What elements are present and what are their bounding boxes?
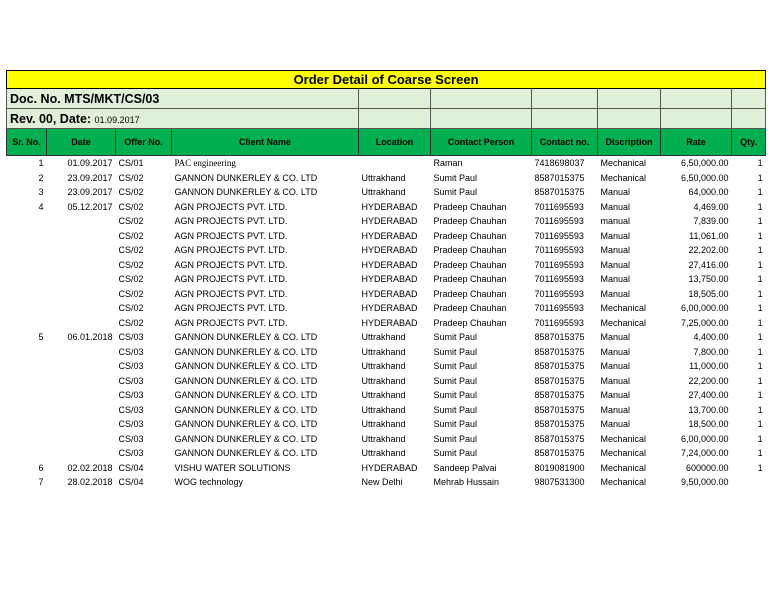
cell-qty: 1 (757, 404, 763, 415)
cell-location: HYDERABAD (361, 317, 418, 328)
cell-rate: 22,202.00 (688, 245, 729, 256)
cell-qty: 1 (757, 303, 763, 314)
cell-contact-no: 7011695593 (534, 201, 584, 212)
cell-offer-no: CS/03 (118, 419, 144, 430)
cell-contact-no: 7011695593 (534, 288, 584, 299)
cell-rate: 11,000.00 (689, 361, 729, 372)
rev-label: Rev. 00, Date: (10, 111, 92, 126)
table-row (7, 330, 766, 345)
cell-contact-no: 7011695593 (534, 245, 584, 256)
cell-rate: 4,400.00 (693, 332, 729, 343)
cell-location: Uttrakhand (361, 332, 406, 343)
cell-qty: 1 (757, 201, 763, 212)
rev-date: 01.09.2017 (94, 114, 140, 125)
cell-discription: Manual (600, 332, 631, 343)
cell-rate: 7,800.00 (693, 346, 729, 357)
cell-contact-no: 8587015375 (534, 346, 585, 357)
cell-discription: Manual (600, 187, 631, 198)
cell-client-name: PAC engineering (174, 158, 236, 169)
header-location: Location (359, 129, 431, 156)
cell-location: Uttrakhand (361, 390, 406, 401)
cell-contact-person: Mehrab Hussain (433, 477, 500, 488)
cell-offer-no: CS/02 (118, 288, 144, 299)
header-rate: Rate (661, 129, 732, 156)
cell-contact-person: Pradeep Chauhan (433, 274, 507, 285)
cell-rate: 7,25,000.00 (680, 317, 729, 328)
header-sr-no: Sr. No. (7, 129, 47, 156)
cell-client-name: AGN PROJECTS PVT. LTD. (174, 230, 288, 241)
cell-date (47, 446, 116, 461)
cell-discription: Mechanical (600, 462, 647, 473)
cell-contact-no: 8587015375 (534, 375, 585, 386)
cell-qty: 1 (757, 216, 763, 227)
cell-contact-person: Sumit Paul (433, 332, 478, 343)
cell-qty: 1 (757, 317, 763, 328)
cell-client-name: GANNON DUNKERLEY & CO. LTD (174, 390, 318, 401)
cell-offer-no: CS/02 (118, 172, 144, 183)
cell-offer-no: CS/02 (118, 259, 144, 270)
header-qty: Qty. (732, 129, 766, 156)
cell-location: Uttrakhand (361, 419, 406, 430)
cell-qty (732, 475, 766, 490)
cell-qty: 1 (757, 419, 763, 430)
cell-offer-no: CS/02 (118, 303, 144, 314)
cell-rate: 64,000.00 (688, 187, 729, 198)
cell-sr-no (7, 316, 47, 331)
cell-offer-no: CS/03 (118, 332, 144, 343)
cell-qty: 1 (757, 375, 763, 386)
cell-offer-no: CS/02 (118, 187, 144, 198)
cell-location: Uttrakhand (361, 433, 406, 444)
cell-client-name: GANNON DUNKERLEY & CO. LTD (174, 433, 318, 444)
cell-client-name: GANNON DUNKERLEY & CO. LTD (174, 332, 318, 343)
cell-contact-person: Sandeep Palvai (433, 462, 497, 473)
cell-qty: 1 (757, 433, 763, 444)
cell-location: HYDERABAD (361, 216, 418, 227)
cell-sr-no: 2 (38, 172, 44, 183)
table-row (7, 374, 766, 389)
cell-rate: 7,839.00 (693, 216, 729, 227)
table-row (7, 185, 766, 200)
cell-contact-person: Sumit Paul (433, 419, 478, 430)
title-row (7, 71, 766, 89)
cell-date (47, 243, 116, 258)
cell-client-name: AGN PROJECTS PVT. LTD. (174, 259, 288, 270)
cell-date (47, 345, 116, 360)
cell-qty: 1 (757, 346, 763, 357)
cell-date (47, 287, 116, 302)
cell-client-name: GANNON DUNKERLEY & CO. LTD (174, 448, 318, 459)
cell-offer-no: CS/02 (118, 317, 144, 328)
cell-rate: 6,50,000.00 (680, 172, 729, 183)
cell-date (47, 258, 116, 273)
table-row (7, 200, 766, 215)
cell-offer-no: CS/02 (118, 216, 144, 227)
table-row (7, 156, 766, 171)
cell-date (47, 403, 116, 418)
cell-date (47, 417, 116, 432)
table-row (7, 388, 766, 403)
doc-number: Doc. No. MTS/MKT/CS/03 (7, 89, 359, 109)
cell-date: 05.12.2017 (67, 201, 113, 212)
cell-offer-no: CS/03 (118, 346, 144, 357)
cell-location: Uttrakhand (361, 346, 406, 357)
cell-offer-no: CS/02 (118, 230, 144, 241)
cell-contact-person: Sumit Paul (433, 172, 478, 183)
header-contact-no: Contact no. (532, 129, 598, 156)
order-sheet (6, 70, 766, 490)
cell-sr-no: 3 (38, 187, 44, 198)
cell-location (359, 156, 431, 171)
cell-discription: Mechanical (600, 448, 647, 459)
cell-qty: 1 (757, 230, 763, 241)
cell-rate: 22,200.00 (688, 375, 729, 386)
table-row (7, 316, 766, 331)
cell-contact-no: 7011695593 (534, 274, 584, 285)
cell-contact-person: Sumit Paul (433, 187, 478, 198)
cell-discription: Manual (600, 259, 631, 270)
cell-contact-no: 8587015375 (534, 361, 585, 372)
cell-contact-person: Sumit Paul (433, 346, 478, 357)
cell-sr-no: 6 (38, 462, 44, 473)
cell-contact-person: Pradeep Chauhan (433, 317, 507, 328)
cell-qty: 1 (757, 332, 763, 343)
cell-sr-no (7, 345, 47, 360)
table-body (7, 156, 766, 490)
cell-sr-no (7, 272, 47, 287)
cell-date (47, 229, 116, 244)
cell-rate: 600000.00 (685, 462, 729, 473)
cell-discription: Manual (600, 346, 631, 357)
cell-discription: Mechanical (600, 433, 647, 444)
table-row (7, 475, 766, 490)
cell-offer-no: CS/03 (118, 448, 144, 459)
cell-qty: 1 (757, 361, 763, 372)
cell-sr-no (7, 258, 47, 273)
table-row (7, 243, 766, 258)
cell-rate: 13,700.00 (688, 404, 729, 415)
cell-contact-no: 7011695593 (534, 230, 584, 241)
cell-location: HYDERABAD (361, 288, 418, 299)
cell-client-name: GANNON DUNKERLEY & CO. LTD (174, 346, 318, 357)
table-row (7, 417, 766, 432)
cell-contact-person: Sumit Paul (433, 361, 478, 372)
table-row (7, 359, 766, 374)
cell-sr-no (7, 432, 47, 447)
cell-qty: 1 (757, 390, 763, 401)
table-row (7, 287, 766, 302)
cell-rate: 18,505.00 (688, 288, 729, 299)
cell-rate: 4,469.00 (693, 201, 729, 212)
cell-discription: Manual (600, 390, 631, 401)
cell-contact-no: 8587015375 (534, 404, 585, 415)
cell-client-name: AGN PROJECTS PVT. LTD. (174, 303, 288, 314)
cell-qty: 1 (757, 158, 763, 169)
cell-location: Uttrakhand (361, 172, 406, 183)
cell-location: Uttrakhand (361, 448, 406, 459)
cell-qty: 1 (757, 259, 763, 270)
cell-contact-no: 8587015375 (534, 390, 585, 401)
cell-sr-no (7, 374, 47, 389)
cell-rate: 9,50,000.00 (680, 477, 729, 488)
cell-date: 23.09.2017 (67, 172, 113, 183)
cell-sr-no (7, 359, 47, 374)
cell-sr-no (7, 388, 47, 403)
cell-contact-no: 7011695593 (534, 216, 584, 227)
cell-client-name: AGN PROJECTS PVT. LTD. (174, 245, 288, 256)
cell-contact-person: Pradeep Chauhan (433, 201, 507, 212)
cell-offer-no: CS/02 (118, 201, 144, 212)
cell-client-name: GANNON DUNKERLEY & CO. LTD (174, 172, 318, 183)
table-row (7, 171, 766, 186)
cell-discription: Mechanical (600, 317, 647, 328)
header-row (7, 129, 766, 156)
cell-location: HYDERABAD (361, 201, 418, 212)
cell-date: 06.01.2018 (67, 332, 113, 343)
cell-rate: 11,061.00 (689, 230, 729, 241)
cell-discription: Manual (600, 201, 631, 212)
cell-rate: 13,750.00 (688, 274, 729, 285)
cell-date (47, 374, 116, 389)
header-offer-no: Offer No. (116, 129, 172, 156)
cell-offer-no: CS/04 (118, 462, 144, 473)
cell-offer-no: CS/04 (118, 477, 144, 488)
cell-contact-no: 8587015375 (534, 448, 585, 459)
cell-date (47, 316, 116, 331)
cell-offer-no: CS/03 (118, 375, 144, 386)
cell-contact-person: Pradeep Chauhan (433, 216, 507, 227)
cell-sr-no (7, 214, 47, 229)
cell-discription: Mechanical (600, 477, 647, 488)
cell-client-name: GANNON DUNKERLEY & CO. LTD (174, 419, 318, 430)
cell-contact-no: 8019081900 (534, 462, 585, 473)
cell-qty: 1 (757, 245, 763, 256)
cell-client-name: AGN PROJECTS PVT. LTD. (174, 216, 288, 227)
cell-contact-person: Pradeep Chauhan (433, 303, 507, 314)
table-row (7, 403, 766, 418)
cell-location: Uttrakhand (361, 187, 406, 198)
cell-sr-no (7, 417, 47, 432)
cell-contact-person: Sumit Paul (433, 390, 478, 401)
cell-location: Uttrakhand (361, 375, 406, 386)
cell-sr-no (7, 243, 47, 258)
cell-date: 01.09.2017 (67, 158, 113, 169)
cell-client-name: GANNON DUNKERLEY & CO. LTD (174, 187, 318, 198)
rev-row (7, 109, 766, 129)
cell-contact-no: 7011695593 (534, 317, 584, 328)
cell-rate: 27,400.00 (688, 390, 729, 401)
cell-location: HYDERABAD (361, 230, 418, 241)
cell-offer-no: CS/02 (118, 274, 144, 285)
cell-sr-no: 1 (38, 158, 44, 169)
cell-location: HYDERABAD (361, 259, 418, 270)
cell-qty: 1 (757, 274, 763, 285)
cell-client-name: GANNON DUNKERLEY & CO. LTD (174, 404, 318, 415)
table-row (7, 461, 766, 476)
cell-location: New Delhi (361, 477, 403, 488)
doc-row (7, 89, 766, 109)
cell-offer-no: CS/03 (118, 404, 144, 415)
cell-contact-no: 7418698037 (534, 158, 585, 169)
cell-contact-no: 7011695593 (534, 303, 584, 314)
cell-contact-person: Pradeep Chauhan (433, 230, 507, 241)
cell-client-name: AGN PROJECTS PVT. LTD. (174, 274, 288, 285)
cell-contact-no: 7011695593 (534, 259, 584, 270)
cell-contact-person: Sumit Paul (433, 375, 478, 386)
table-row (7, 229, 766, 244)
cell-location: HYDERABAD (361, 303, 418, 314)
cell-rate: 6,00,000.00 (680, 433, 729, 444)
cell-rate: 18,500.00 (688, 419, 729, 430)
cell-discription: Mechanical (600, 303, 647, 314)
cell-date: 28.02.2018 (67, 477, 113, 488)
cell-date (47, 359, 116, 374)
cell-contact-person: Pradeep Chauhan (433, 288, 507, 299)
cell-offer-no: CS/01 (118, 158, 144, 169)
cell-qty: 1 (757, 448, 763, 459)
cell-discription: Manual (600, 361, 631, 372)
cell-client-name: AGN PROJECTS PVT. LTD. (174, 201, 288, 212)
cell-sr-no: 4 (38, 201, 44, 212)
cell-discription: Mechanical (600, 172, 647, 183)
cell-contact-no: 8587015375 (534, 433, 585, 444)
cell-discription: Manual (600, 245, 631, 256)
table-row (7, 432, 766, 447)
cell-contact-no: 8587015375 (534, 187, 585, 198)
cell-sr-no (7, 287, 47, 302)
cell-sr-no: 7 (38, 477, 44, 488)
cell-location: Uttrakhand (361, 404, 406, 415)
table-row (7, 214, 766, 229)
table-row (7, 446, 766, 461)
cell-client-name: AGN PROJECTS PVT. LTD. (174, 317, 288, 328)
cell-sr-no (7, 446, 47, 461)
cell-contact-no: 8587015375 (534, 419, 585, 430)
cell-qty: 1 (757, 172, 763, 183)
cell-rate: 7,24,000.00 (680, 448, 729, 459)
cell-rate: 6,50,000.00 (680, 158, 729, 169)
cell-sr-no: 5 (38, 332, 44, 343)
revision (7, 109, 359, 129)
cell-location: HYDERABAD (361, 274, 418, 285)
cell-contact-person: Sumit Paul (433, 404, 478, 415)
cell-location: HYDERABAD (361, 245, 418, 256)
cell-rate: 6,00,000.00 (680, 303, 729, 314)
cell-contact-no: 8587015375 (534, 172, 585, 183)
cell-qty: 1 (757, 462, 763, 473)
header-client-name: Client Name (172, 129, 359, 156)
header-contact-person: Contact Person (431, 129, 532, 156)
sheet-title: Order Detail of Coarse Screen (7, 71, 766, 89)
cell-offer-no: CS/03 (118, 433, 144, 444)
table-row (7, 272, 766, 287)
cell-qty: 1 (757, 288, 763, 299)
cell-date: 23.09.2017 (67, 187, 113, 198)
cell-offer-no: CS/03 (118, 390, 144, 401)
cell-discription: Manual (600, 375, 631, 386)
cell-contact-person: Pradeep Chauhan (433, 259, 507, 270)
cell-offer-no: CS/03 (118, 361, 144, 372)
table-row (7, 301, 766, 316)
cell-date (47, 272, 116, 287)
cell-sr-no (7, 403, 47, 418)
cell-date (47, 388, 116, 403)
cell-client-name: VISHU WATER SOLUTIONS (174, 462, 291, 473)
cell-discription: manual (600, 216, 631, 227)
cell-location: Uttrakhand (361, 361, 406, 372)
cell-contact-person: Sumit Paul (433, 433, 478, 444)
cell-discription: Mechanical (600, 158, 647, 169)
cell-date (47, 214, 116, 229)
cell-location: HYDERABAD (361, 462, 418, 473)
cell-client-name: WOG technology (174, 477, 244, 488)
cell-date (47, 301, 116, 316)
cell-rate: 27,416.00 (688, 259, 729, 270)
cell-discription: Manual (600, 419, 631, 430)
cell-client-name: GANNON DUNKERLEY & CO. LTD (174, 375, 318, 386)
cell-qty: 1 (757, 187, 763, 198)
header-discription: Discription (598, 129, 661, 156)
cell-sr-no (7, 229, 47, 244)
cell-client-name: GANNON DUNKERLEY & CO. LTD (174, 361, 318, 372)
cell-contact-person: Raman (433, 158, 463, 169)
cell-offer-no: CS/02 (118, 245, 144, 256)
table-row (7, 258, 766, 273)
cell-discription: Manual (600, 230, 631, 241)
cell-contact-person: Pradeep Chauhan (433, 245, 507, 256)
cell-date: 02.02.2018 (67, 462, 113, 473)
cell-discription: Manual (600, 274, 631, 285)
table-row (7, 345, 766, 360)
cell-client-name: AGN PROJECTS PVT. LTD. (174, 288, 288, 299)
cell-date (47, 432, 116, 447)
cell-contact-person: Sumit Paul (433, 448, 478, 459)
cell-contact-no: 8587015375 (534, 332, 585, 343)
cell-discription: Manual (600, 288, 631, 299)
cell-sr-no (7, 301, 47, 316)
header-date: Date (47, 129, 116, 156)
cell-contact-no: 9807531300 (534, 477, 585, 488)
cell-discription: Manual (600, 404, 631, 415)
